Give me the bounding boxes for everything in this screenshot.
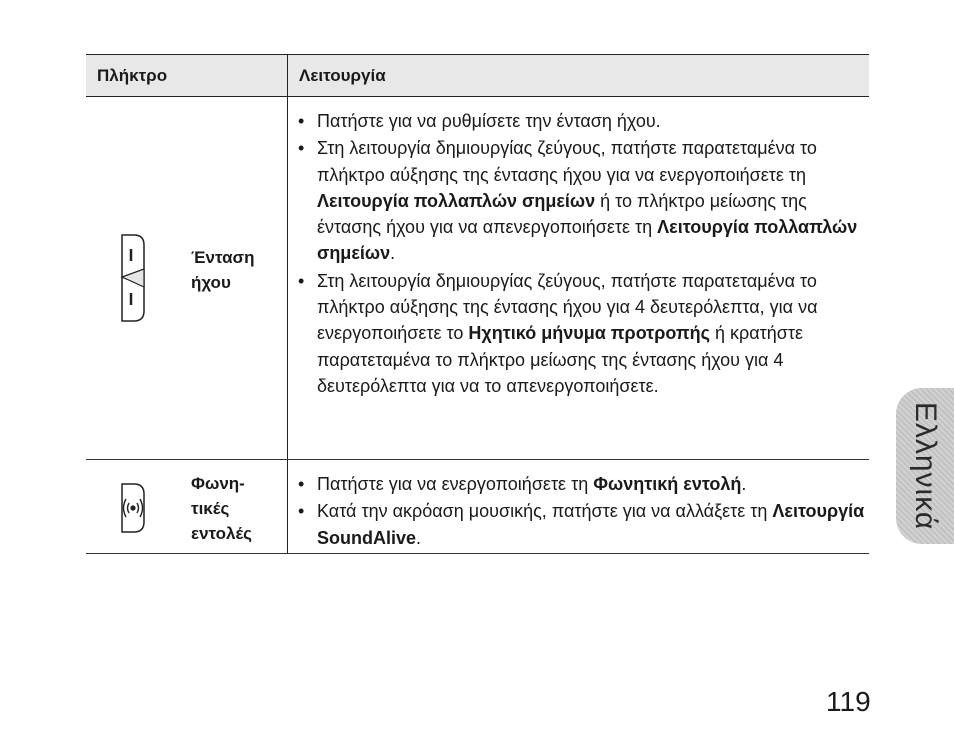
bold-term: Ηχητικό μήνυμα προτροπής xyxy=(468,323,710,344)
table-row-volume xyxy=(86,97,869,460)
language-tab-label: Ελληνικά xyxy=(909,401,942,531)
voice-command-icon xyxy=(120,482,146,534)
function-cell-volume xyxy=(288,97,869,459)
bold-term: Λειτουργία πολλαπλών σημείων xyxy=(317,217,858,264)
key-cell-volume xyxy=(86,97,288,459)
bullet-text: Στη λειτουργία δημιουργίας ζεύγους, πατήστε παρατεταμένα το πλήκτρο αύξησης της έντασης ήχου για 4 δευτερόλεπτα, για να ενεργοποιήσετε το xyxy=(317,270,818,344)
bullet-text: Στη λειτουργία δημιουργίας ζεύγους, πατήστε παρατεταμένα το πλήκτρο αύξησης της έντασης ήχου για να ενεργοποιήσετε τη xyxy=(317,138,817,185)
bullet-item xyxy=(317,135,869,266)
bullet-text: . xyxy=(416,527,422,548)
table-row-voice xyxy=(86,460,869,554)
bullet-text: Πατήστε για να ενεργοποιήσετε τη xyxy=(317,474,594,494)
key-cell-voice xyxy=(86,460,288,553)
key-label-volume: Ένταση ήχου xyxy=(191,248,255,292)
bullet-list-volume xyxy=(288,97,869,399)
bold-term: Φωνητική εντολή xyxy=(593,474,742,494)
bullet-text: . xyxy=(390,243,396,264)
bullet-item xyxy=(317,498,869,551)
table-header xyxy=(86,55,869,97)
header-key: Πλήκτρο xyxy=(86,55,288,96)
bullet-item xyxy=(317,268,869,399)
bullet-list-voice xyxy=(288,460,869,551)
key-label-voice: Φωνη- τικές εντολές xyxy=(191,474,252,543)
language-tab xyxy=(896,388,954,544)
page-number: 119 xyxy=(826,686,871,717)
bullet-text: ή κρατήστε παρατεταμένα το πλήκτρο μείωσης της έντασης ήχου για 4 δευτερόλεπτα για να το απενεργοποιήσετε. xyxy=(317,323,804,396)
bullet-text: Κατά την ακρόαση μουσικής, πατήστε για να αλλάξετε τη xyxy=(317,501,773,522)
function-cell-voice xyxy=(288,460,869,553)
volume-rocker-icon xyxy=(120,233,146,323)
bullet-text: ή το πλήκτρο μείωσης της έντασης ήχου για να απενεργοποιήσετε τη xyxy=(317,190,807,238)
bullet-text: Πατήστε για να ρυθμίσετε την ένταση ήχου. xyxy=(317,111,661,131)
header-function: Λειτουργία xyxy=(299,66,386,85)
bullet-text: . xyxy=(741,474,747,494)
bullet-item xyxy=(317,108,869,134)
bullet-item xyxy=(317,471,869,497)
bold-term: Λειτουργία SoundAlive xyxy=(317,501,865,548)
bold-term: Λειτουργία πολλαπλών σημείων xyxy=(317,190,596,211)
key-function-table xyxy=(86,54,869,554)
